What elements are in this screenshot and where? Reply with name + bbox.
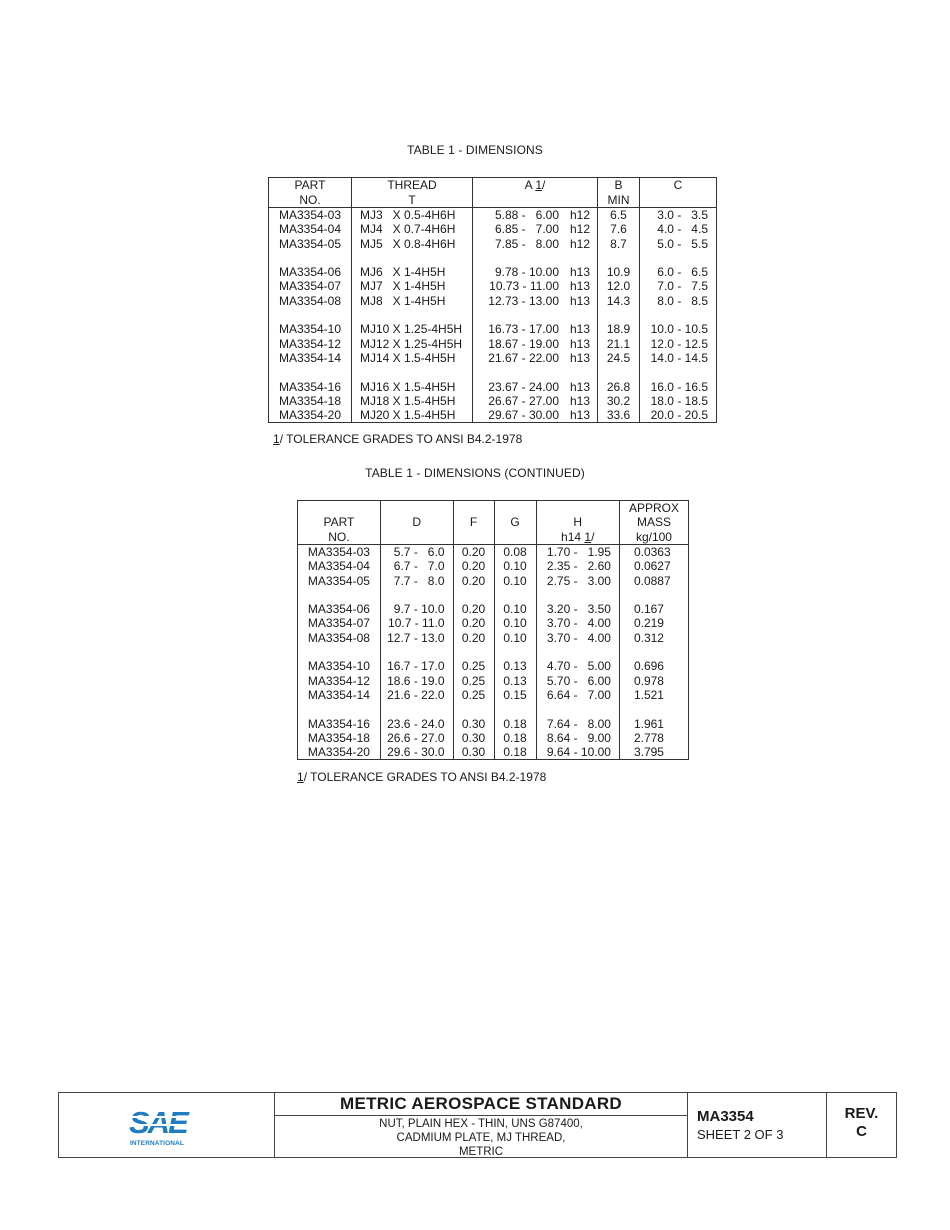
table-cell-h: 8.64 - 9.00: [546, 730, 611, 745]
table-cell-mass: 0.0363: [633, 545, 671, 559]
table-cell-thread: MJ10 X 1.25-4H5H: [360, 322, 463, 337]
table-cell-b: 21.1: [606, 336, 631, 351]
table-cell-a_tol: h13: [569, 265, 591, 280]
table-cell-a_tol: h13: [569, 322, 591, 337]
table-cell-g: 0.15: [503, 687, 527, 702]
table-cell-mass: 0.696: [633, 659, 664, 674]
table-cell-thread: MJ5 X 0.8-4H6H: [360, 236, 456, 251]
table-cell-part: MA3354-05: [278, 236, 342, 251]
table-cell-h: 3.20 - 3.50: [546, 602, 611, 617]
table-cell-part: MA3354-06: [307, 602, 370, 617]
table-cell-d: 10.7 - 11.0: [388, 616, 445, 631]
table-cell-a: 29.67 - 30.00: [488, 408, 559, 423]
col-header-mass: APPROX MASS kg/100: [619, 501, 688, 545]
table-cell-a_tol: h12: [569, 222, 591, 237]
table-cell-c: 7.0 - 7.5: [657, 279, 708, 294]
table-cell-f: 0.20: [461, 573, 486, 588]
table-cell-mass: 1.961: [633, 716, 664, 731]
table-cell-f: 0.30: [461, 730, 486, 745]
col-header-g: G: [494, 501, 536, 545]
rev-label: REV.: [844, 1105, 879, 1122]
table-cell-f: 0.30: [461, 745, 486, 760]
table-cell-g: 0.10: [503, 602, 527, 617]
table-cell-c: 3.0 - 3.5: [657, 208, 708, 222]
table-cell-part: MA3354-18: [278, 393, 342, 408]
table-cell-f: 0.25: [461, 687, 486, 702]
table-cell-mass: 0.0627: [633, 559, 671, 574]
table-cell-thread: MJ8 X 1-4H5H: [360, 293, 446, 308]
table-cell-h: 2.35 - 2.60: [546, 559, 611, 574]
doc-number-cell: [688, 1093, 827, 1157]
mass-cell-group: [619, 545, 688, 760]
table-cell-h: 4.70 - 5.00: [546, 659, 611, 674]
table-cell-g: 0.08: [503, 545, 527, 559]
svg-text:INTERNATIONAL: INTERNATIONAL: [130, 1140, 184, 1147]
col-header-f: F: [453, 501, 494, 545]
table-cell-mass: 0.219: [633, 616, 664, 631]
a-tol-cell-group: [563, 208, 598, 423]
a-cell-group: [473, 208, 564, 423]
table-cell-c: 8.0 - 8.5: [657, 293, 708, 308]
table-cell-c: 4.0 - 4.5: [657, 222, 708, 237]
col-header-part: PART NO.: [298, 501, 381, 545]
table-cell-a: 6.85 - 7.00: [494, 222, 559, 237]
table-cell-thread: MJ4 X 0.7-4H6H: [360, 222, 456, 237]
table-cell-c: 16.0 - 16.5: [650, 379, 708, 394]
table-cell-a: 10.73 - 11.00: [489, 279, 559, 294]
table-cell-g: 0.10: [503, 559, 527, 574]
table-cell-b: 30.2: [606, 393, 631, 408]
table-cell-b: 33.6: [606, 408, 631, 423]
table-cell-f: 0.25: [461, 659, 486, 674]
revision-cell: [827, 1093, 896, 1157]
table-cell-d: 9.7 - 10.0: [393, 602, 445, 617]
table-cell-part: MA3354-20: [278, 408, 342, 423]
table-cell-part: MA3354-10: [307, 659, 370, 674]
col-header-thread: THREAD T: [352, 178, 473, 208]
col-header-c: C: [640, 178, 717, 208]
table-cell-thread: MJ6 X 1-4H5H: [360, 265, 446, 280]
table-cell-g: 0.13: [503, 673, 527, 688]
table-cell-b: 6.5: [610, 208, 627, 222]
table-cell-h: 1.70 - 1.95: [546, 545, 611, 559]
col-header-part: PART NO.: [269, 178, 352, 208]
table-cell-b: 18.9: [606, 322, 631, 337]
table-cell-thread: MJ20 X 1.5-4H5H: [360, 408, 456, 423]
doc-number: MA3354: [697, 1108, 754, 1125]
table-cell-f: 0.20: [461, 602, 486, 617]
table-cell-a_tol: h13: [569, 393, 591, 408]
table-cell-thread: MJ12 X 1.25-4H5H: [360, 336, 463, 351]
svg-text:SAE: SAE: [129, 1105, 187, 1140]
table-row: [298, 545, 689, 760]
standard-title: METRIC AEROSPACE STANDARD: [275, 1093, 687, 1116]
table-cell-g: 0.18: [503, 716, 527, 731]
table-cell-part: MA3354-12: [307, 673, 370, 688]
table-cell-d: 16.7 - 17.0: [387, 659, 445, 674]
table-cell-f: 0.30: [461, 716, 486, 731]
table-cell-part: MA3354-05: [307, 573, 370, 588]
table-cell-d: 23.6 - 24.0: [387, 716, 445, 731]
table-cell-thread: MJ7 X 1-4H5H: [360, 279, 446, 294]
table-cell-b: 14.3: [606, 293, 631, 308]
table-cell-part: MA3354-16: [307, 716, 370, 731]
table-cell-a: 16.73 - 17.00: [488, 322, 559, 337]
table-cell-part: MA3354-04: [307, 559, 370, 574]
table-cell-d: 6.7 - 7.0: [393, 559, 445, 574]
dimensions-table: [268, 177, 717, 423]
table-cell-a: 5.88 - 6.00: [494, 208, 559, 222]
table-cell-d: 12.7 - 13.0: [387, 630, 445, 645]
table-cell-a_tol: h13: [569, 350, 591, 365]
sheet-number: SHEET 2 OF 3: [697, 1127, 784, 1142]
table-cell-part: MA3354-03: [278, 208, 342, 222]
table-cell-f: 0.20: [461, 559, 486, 574]
table-cell-c: 10.0 - 10.5: [650, 322, 708, 337]
table-cell-g: 0.18: [503, 730, 527, 745]
table-cell-f: 0.20: [461, 616, 486, 631]
table2-footnote: 1/ TOLERANCE GRADES TO ANSI B4.2-1978: [297, 770, 547, 784]
table-cell-a_tol: h13: [569, 279, 591, 294]
table-cell-part: MA3354-14: [307, 687, 370, 702]
table-cell-c: 6.0 - 6.5: [657, 265, 708, 280]
table-cell-a: 21.67 - 22.00: [488, 350, 559, 365]
table-cell-a: 9.78 - 10.00: [494, 265, 559, 280]
col-header-d: D: [380, 501, 453, 545]
table-cell-b: 7.6: [610, 222, 627, 237]
b-cell-group: [598, 208, 640, 423]
table-cell-c: 18.0 - 18.5: [650, 393, 708, 408]
table-cell-a: 12.73 - 13.00: [488, 293, 559, 308]
table-cell-a: 7.85 - 8.00: [494, 236, 559, 251]
table-cell-h: 3.70 - 4.00: [546, 616, 611, 631]
table-cell-g: 0.10: [503, 630, 527, 645]
col-header-h: H h14 1/: [536, 501, 619, 545]
table-cell-part: MA3354-14: [278, 350, 342, 365]
table-cell-b: 26.8: [606, 379, 631, 394]
table-cell-a: 23.67 - 24.00: [488, 379, 559, 394]
table-cell-d: 21.6 - 22.0: [387, 687, 445, 702]
table-row: [269, 208, 717, 423]
table-cell-mass: 2.778: [633, 730, 664, 745]
table-cell-a_tol: h12: [569, 208, 591, 222]
table-cell-mass: 3.795: [633, 745, 664, 760]
part-cell-group: [298, 545, 381, 760]
table-cell-part: MA3354-07: [307, 616, 370, 631]
table-cell-c: 12.0 - 12.5: [650, 336, 708, 351]
dimensions-continued-table: [297, 500, 689, 760]
table-cell-f: 0.20: [461, 545, 486, 559]
table-cell-d: 5.7 - 6.0: [393, 545, 445, 559]
table-cell-part: MA3354-03: [307, 545, 370, 559]
table-cell-g: 0.10: [503, 573, 527, 588]
table-cell-d: 18.6 - 19.0: [387, 673, 445, 688]
rev-value: C: [856, 1123, 867, 1140]
table-cell-part: MA3354-08: [307, 630, 370, 645]
table-cell-mass: 1.521: [633, 687, 664, 702]
table-cell-part: MA3354-08: [278, 293, 342, 308]
col-header-b: B MIN: [598, 178, 640, 208]
table-cell-g: 0.18: [503, 745, 527, 760]
table-cell-a_tol: h13: [569, 408, 591, 423]
table-cell-b: 10.9: [606, 265, 631, 280]
table-cell-h: 6.64 - 7.00: [546, 687, 611, 702]
table1-footnote: 1/ TOLERANCE GRADES TO ANSI B4.2-1978: [273, 432, 523, 446]
sae-logo-icon: [129, 1105, 205, 1149]
table-cell-thread: MJ3 X 0.5-4H6H: [360, 208, 456, 222]
table-cell-a: 18.67 - 19.00: [488, 336, 559, 351]
table-cell-thread: MJ18 X 1.5-4H5H: [360, 393, 456, 408]
table-cell-g: 0.10: [503, 616, 527, 631]
table-cell-d: 7.7 - 8.0: [393, 573, 445, 588]
title-cell: [275, 1093, 688, 1157]
table-cell-h: 9.64 - 10.00: [546, 745, 611, 760]
table2-caption: TABLE 1 - DIMENSIONS (CONTINUED): [365, 466, 585, 480]
logo-cell: [59, 1093, 275, 1157]
table-cell-d: 29.6 - 30.0: [387, 745, 445, 760]
h-cell-group: [536, 545, 619, 760]
col-header-a: A 1/: [473, 178, 598, 208]
table-cell-b: 8.7: [610, 236, 627, 251]
table-cell-h: 5.70 - 6.00: [546, 673, 611, 688]
c-cell-group: [640, 208, 717, 423]
description: NUT, PLAIN HEX - THIN, UNS G87400, CADMIUM PLATE, MJ THREAD, METRIC: [379, 1118, 583, 1158]
table-cell-h: 2.75 - 3.00: [546, 573, 611, 588]
table-cell-part: MA3354-04: [278, 222, 342, 237]
f-cell-group: [453, 545, 494, 760]
table-cell-d: 26.6 - 27.0: [387, 730, 445, 745]
table1-caption: TABLE 1 - DIMENSIONS: [407, 143, 543, 157]
table-cell-mass: 0.0887: [633, 573, 671, 588]
table-cell-part: MA3354-06: [278, 265, 342, 280]
table-cell-part: MA3354-20: [307, 745, 370, 760]
part-cell-group: [269, 208, 352, 423]
table-cell-part: MA3354-12: [278, 336, 342, 351]
table-cell-h: 3.70 - 4.00: [546, 630, 611, 645]
table-cell-part: MA3354-18: [307, 730, 370, 745]
d-cell-group: [380, 545, 453, 760]
table-cell-part: MA3354-07: [278, 279, 342, 294]
table-cell-c: 14.0 - 14.5: [650, 350, 708, 365]
table-cell-thread: MJ16 X 1.5-4H5H: [360, 379, 456, 394]
table-cell-b: 12.0: [606, 279, 631, 294]
table-cell-a: 26.67 - 27.00: [488, 393, 559, 408]
table-cell-mass: 0.312: [633, 630, 664, 645]
thread-cell-group: [352, 208, 473, 423]
table-cell-c: 20.0 - 20.5: [650, 408, 708, 423]
table-cell-f: 0.20: [461, 630, 486, 645]
table-cell-c: 5.0 - 5.5: [657, 236, 708, 251]
table-cell-a_tol: h13: [569, 336, 591, 351]
table-cell-g: 0.13: [503, 659, 527, 674]
table-cell-h: 7.64 - 8.00: [546, 716, 611, 731]
title-block: [58, 1092, 897, 1158]
table-cell-part: MA3354-16: [278, 379, 342, 394]
table-cell-b: 24.5: [606, 350, 631, 365]
table-cell-a_tol: h12: [569, 236, 591, 251]
table-cell-a_tol: h13: [569, 293, 591, 308]
table-cell-mass: 0.167: [633, 602, 664, 617]
table-cell-a_tol: h13: [569, 379, 591, 394]
g-cell-group: [494, 545, 536, 760]
table-cell-thread: MJ14 X 1.5-4H5H: [360, 350, 456, 365]
table-cell-mass: 0.978: [633, 673, 664, 688]
table-cell-part: MA3354-10: [278, 322, 342, 337]
table-cell-f: 0.25: [461, 673, 486, 688]
